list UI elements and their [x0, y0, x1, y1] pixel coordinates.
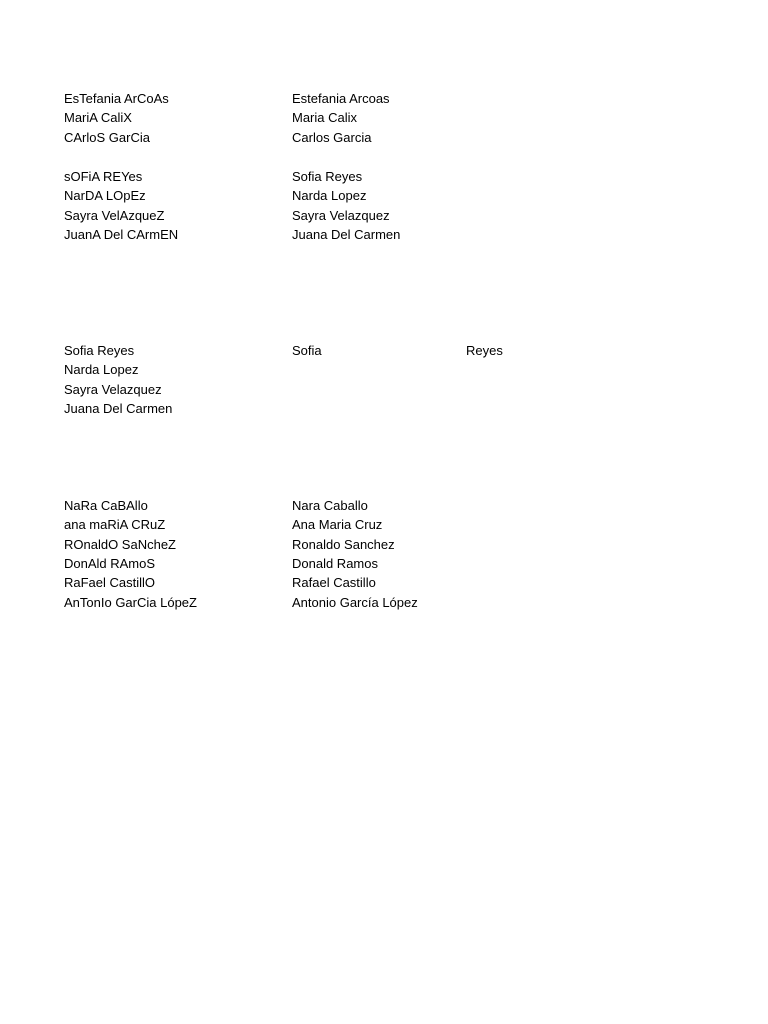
raw-name-cell[interactable]: ROnaldO SaNcheZ [64, 537, 176, 552]
raw-name-cell[interactable]: DonAld RAmoS [64, 556, 156, 571]
full-name-cell[interactable]: Sofia Reyes [64, 343, 135, 358]
raw-name-cell[interactable]: EsTefania ArCoAs [64, 91, 169, 106]
fixed-name-cell[interactable]: Sayra Velazquez [292, 208, 390, 223]
fixed-name-cell[interactable]: Donald Ramos [292, 556, 378, 571]
raw-name-cell[interactable]: CArloS GarCia [64, 130, 150, 145]
raw-name-cell[interactable]: RaFael CastillO [64, 575, 156, 590]
raw-name-cell[interactable]: MariA CaliX [64, 110, 132, 125]
fixed-name-cell[interactable]: Nara Caballo [292, 498, 368, 513]
fixed-name-cell[interactable]: Ana Maria Cruz [292, 517, 383, 532]
full-name-cell[interactable]: Narda Lopez [64, 362, 139, 377]
last-name-cell[interactable]: Reyes [466, 343, 503, 358]
fixed-name-cell[interactable]: Estefania Arcoas [292, 91, 390, 106]
fixed-name-cell[interactable]: Antonio García López [292, 595, 418, 610]
fixed-name-cell[interactable]: Juana Del Carmen [292, 227, 401, 242]
fixed-name-cell[interactable]: Ronaldo Sanchez [292, 537, 395, 552]
raw-name-cell[interactable]: AnTonIo GarCia LópeZ [64, 595, 197, 610]
fixed-name-cell[interactable]: Sofia Reyes [292, 169, 363, 184]
first-name-cell[interactable]: Sofia [292, 343, 322, 358]
raw-name-cell[interactable]: Sayra VelAzqueZ [64, 208, 165, 223]
raw-name-cell[interactable]: ana maRiA CRuZ [64, 517, 166, 532]
raw-name-cell[interactable]: NaRa CaBAllo [64, 498, 148, 513]
raw-name-cell[interactable]: NarDA LOpEz [64, 188, 146, 203]
raw-name-cell[interactable]: sOFiA REYes [64, 169, 143, 184]
raw-name-cell[interactable]: JuanA Del CArmEN [64, 227, 179, 242]
full-name-cell[interactable]: Sayra Velazquez [64, 382, 162, 397]
fixed-name-cell[interactable]: Narda Lopez [292, 188, 367, 203]
fixed-name-cell[interactable]: Carlos Garcia [292, 130, 372, 145]
fixed-name-cell[interactable]: Rafael Castillo [292, 575, 376, 590]
full-name-cell[interactable]: Juana Del Carmen [64, 401, 173, 416]
fixed-name-cell[interactable]: Maria Calix [292, 110, 358, 125]
